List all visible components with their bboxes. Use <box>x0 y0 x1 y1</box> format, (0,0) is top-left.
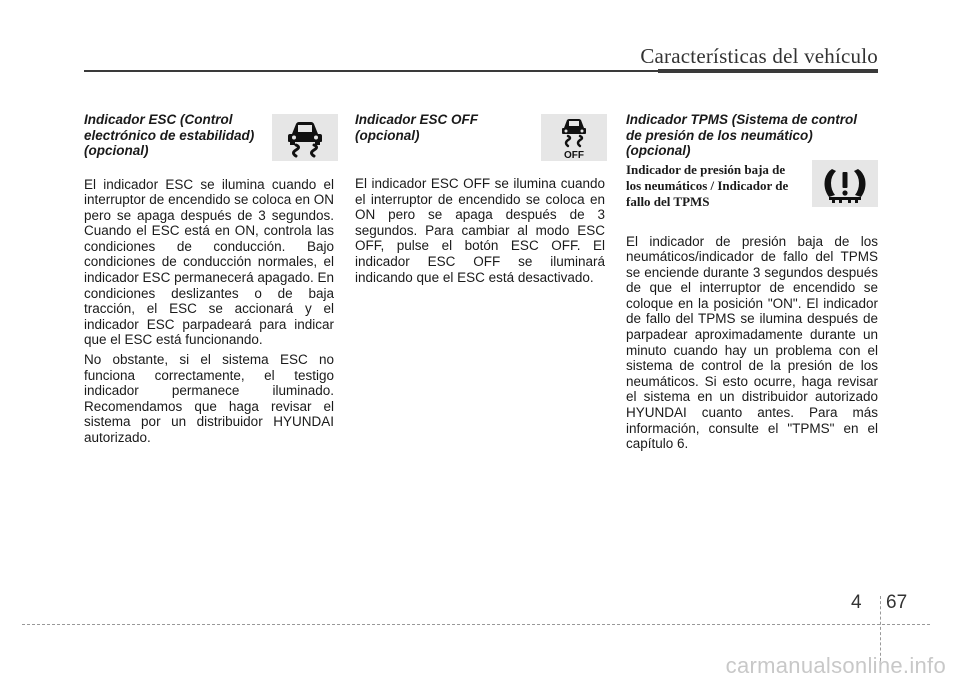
section-title: Características del vehículo <box>640 44 878 68</box>
esc-off-section <box>355 112 605 289</box>
esc-off-icon-label: OFF <box>564 149 584 160</box>
esc-section <box>84 112 334 450</box>
esc-off-title: Indicador ESC OFF (opcional) <box>355 112 479 143</box>
esc-off-paragraph-1: El indicador ESC OFF se ilumina cuando el interruptor de encendido se coloca en ON pero se apaga después de 3 segundos. Para cambiar al modo ESC OFF, pulse el botón ESC OFF. El indicador ESC OFF se iluminará indicando que el ESC está desactivado. <box>355 176 605 285</box>
tpms-subtitle: Indicador de presión baja de los neumáticos / Indicador de fallo del TPMS <box>626 161 789 209</box>
tpms-paragraph-1: El indicador de presión baja de los neumáticos/indicador de fallo del TPMS se enciende durante 3 segundos después de que el interruptor de encendido se coloque en la posición "ON". El indicador de fallo del TPMS se ilumina después de parpadear aproximadamente durante un minuto cuando hay un problema con el sistema de control de la presión de los neumáticos. Si esto ocurre, haga revisar el sistema en un distribuidor autorizado HYUNDAI cuanto antes. Para más información, consulte el "TPMS" en el capítulo 6. <box>626 233 878 452</box>
tpms-indicator-icon <box>812 160 878 207</box>
header-rule-accent <box>658 69 878 73</box>
esc-paragraph-1: El indicador ESC se ilumina cuando el interruptor de encendido se coloca en ON pero se apaga después de 3 segundos. Cuando el ESC está en ON, controla las condiciones de conducción. Bajo condiciones de conducción normales, el indicador ESC permanecerá apagado. En condiciones deslizantes o de baja tracción, el ESC se accionará y el indicador ESC parpadeará para indicar que el ESC está funcionando. <box>84 176 334 348</box>
page-number: 67 <box>886 592 908 613</box>
esc-off-indicator-icon <box>541 114 607 161</box>
tpms-section <box>626 112 878 456</box>
chapter-number: 4 <box>851 592 862 613</box>
footer-rule <box>22 624 930 625</box>
esc-title: Indicador ESC (Control electrónico de estabilidad) (opcional) <box>84 112 255 158</box>
esc-indicator-icon <box>272 114 338 161</box>
tpms-title: Indicador TPMS (Sistema de control de presión de los neumático) (opcional) <box>626 112 858 158</box>
esc-paragraph-2: No obstante, si el sistema ESC no funciona correctamente, el testigo indicador permanece iluminado. Recomendamos que haga revisar el sistema por un distribuidor HYUNDAI autorizado. <box>84 352 334 445</box>
watermark: carmanualsonline.info <box>725 653 946 678</box>
